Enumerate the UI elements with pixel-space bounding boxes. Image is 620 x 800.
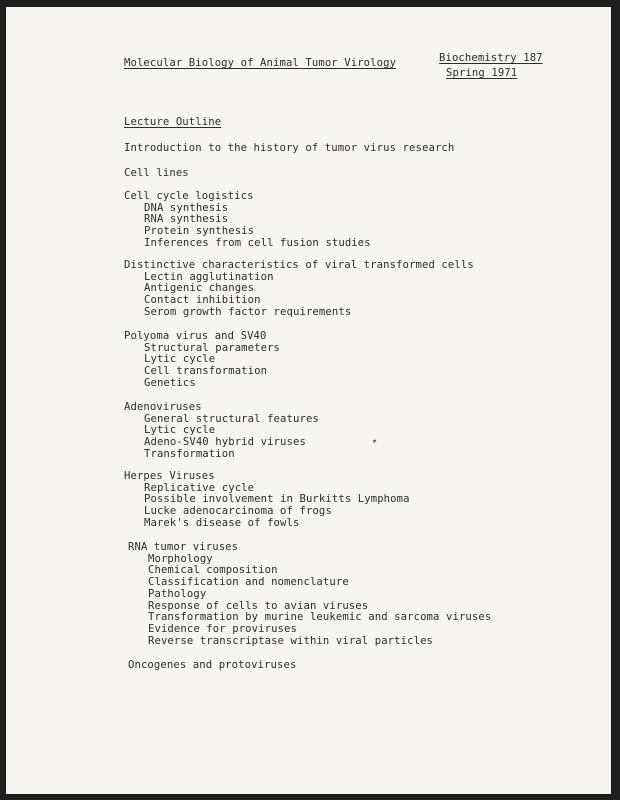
section-item: DNA synthesis [144,201,229,214]
section-item: RNA synthesis [144,213,229,226]
stray-mark [373,439,377,442]
section-heading: Introduction to the history of tumor virus research [124,142,455,154]
section-heading: RNA tumor viruses [128,541,239,553]
section-item: Marek's disease of fowls [144,516,300,529]
section-item: Antigenic changes [144,282,255,295]
section-item: Adeno-SV40 hybrid viruses [144,436,306,449]
section-item: Contact inhibition [144,294,261,307]
section-item: Lytic cycle [144,424,216,437]
course-term: Spring 1971 [446,67,518,79]
section-heading: Oncogenes and protoviruses [128,659,297,671]
section-item: Genetics [144,376,196,389]
course-number: Biochemistry 187 [439,52,543,64]
section-item: Cell transformation [144,365,268,378]
section-item: Transformation [144,447,235,460]
section-item: Chemical composition [148,564,278,577]
section-item: Lytic cycle [144,353,216,366]
section-item: General structural features [144,412,319,425]
section-item: Lucke adenocarcinoma of frogs [144,505,332,518]
document-title: Molecular Biology of Animal Tumor Virology [124,57,397,69]
section-item: Lectin agglutination [144,270,274,283]
section-item: Reverse transcriptase within viral particles [148,634,434,647]
section-item: Serom growth factor requirements [144,305,352,318]
section-item: Inferences from cell fusion studies [144,236,371,249]
document-page [6,7,611,794]
section-item: Pathology [148,587,207,600]
section-item: Replicative cycle [144,481,255,494]
section-heading: Herpes Viruses [124,470,215,482]
section-item: Protein synthesis [144,225,255,238]
section-heading: Adenoviruses [124,401,202,413]
section-item: Structural parameters [144,341,281,354]
section-heading: Polyoma virus and SV40 [124,330,267,342]
section-item: Possible involvement in Burkitts Lymphoma [144,493,410,506]
section-item: Transformation by murine leukemic and sarcoma viruses [148,611,492,624]
section-heading: Distinctive characteristics of viral transformed cells [124,259,474,271]
section-item: Response of cells to avian viruses [148,599,369,612]
section-item: Morphology [148,552,213,565]
section-item: Classification and nomenclature [148,576,349,589]
section-heading: Cell cycle logistics [124,190,254,202]
section-heading: Cell lines [124,167,189,179]
section-item: Evidence for proviruses [148,622,297,635]
outline-title: Lecture Outline [124,116,222,128]
